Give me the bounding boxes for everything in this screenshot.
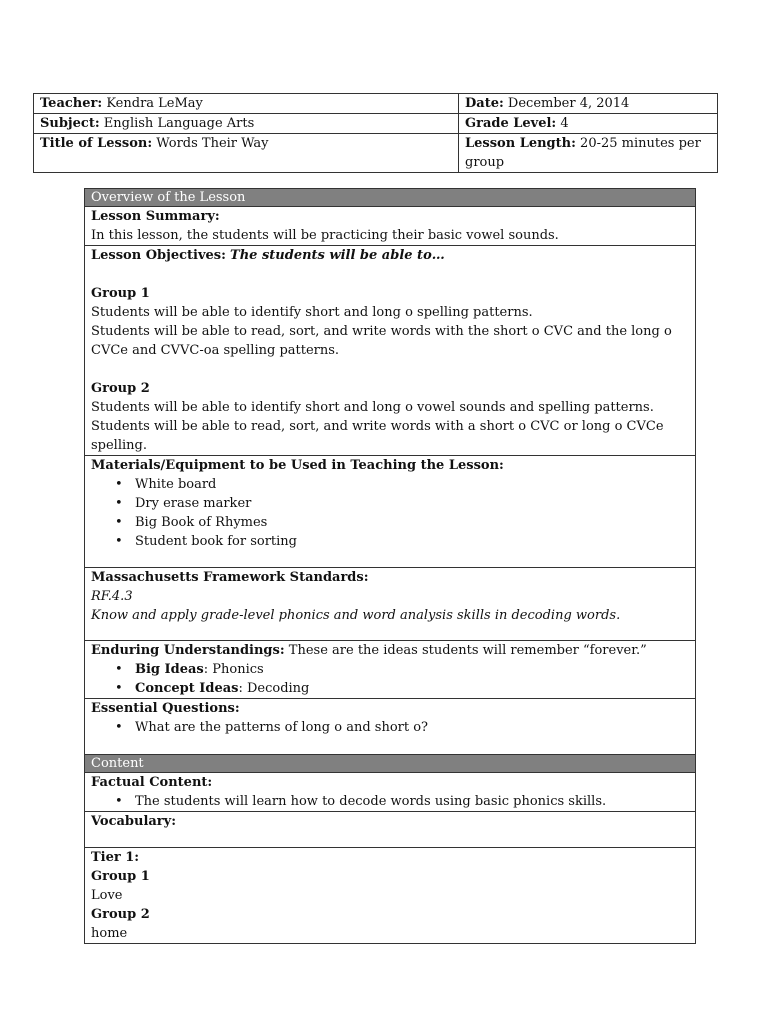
- teacher-cell: [34, 94, 459, 114]
- essential-list: [91, 718, 695, 737]
- length-label: Lesson Length:: [465, 136, 576, 151]
- objectives-cell: [85, 246, 696, 456]
- group2-objective-1: Students will be able to identify short and long o vowel sounds and spelling patterns.: [91, 400, 654, 415]
- group2-objective-2: Students will be able to read, sort, and write words with a short o CVC or long o CVCe spelling.: [91, 419, 664, 453]
- date-cell: [459, 94, 718, 114]
- list-item: [135, 679, 695, 698]
- title-label: Title of Lesson:: [40, 136, 153, 151]
- grade-label: Grade Level:: [465, 116, 557, 131]
- big-ideas-label: Big Ideas: [135, 662, 204, 677]
- group1-objective-1: Students will be able to identify short and long o spelling patterns.: [91, 305, 533, 320]
- objectives-row: [85, 246, 696, 456]
- tier1-label: Tier 1:: [91, 850, 140, 865]
- tier1-row: [85, 848, 696, 944]
- objectives-lead: The students will be able to…: [230, 248, 445, 263]
- tier1-group1-word: Love: [91, 888, 123, 903]
- standards-cell: [85, 568, 696, 641]
- factual-list: [91, 792, 695, 811]
- list-item: • Dry erase marker: [135, 494, 695, 513]
- overview-heading: Overview of the Lesson: [85, 189, 696, 207]
- enduring-text: These are the ideas students will remember “forever.”: [288, 643, 647, 658]
- subject-value: English Language Arts: [103, 116, 255, 131]
- teacher-name: Kendra LeMay: [106, 96, 203, 111]
- header-row-title: [34, 134, 718, 173]
- standards-row: [85, 568, 696, 641]
- overview-heading-row: [85, 189, 696, 207]
- list-item: • The students will learn how to decode words using basic phonics skills.: [135, 792, 695, 811]
- enduring-row: [85, 641, 696, 699]
- factual-cell: [85, 773, 696, 812]
- list-item: • Student book for sorting: [135, 532, 695, 551]
- factual-row: [85, 773, 696, 812]
- essential-row: [85, 699, 696, 755]
- subject-cell: [34, 114, 459, 134]
- concept-ideas-label: Concept Ideas: [135, 681, 239, 696]
- length-cell: [459, 134, 718, 173]
- length-value: 20-25 minutes per group: [465, 136, 701, 170]
- content-heading-row: [85, 755, 696, 773]
- list-item: • What are the patterns of long o and short o?: [135, 718, 695, 737]
- summary-row: [85, 207, 696, 246]
- vocabulary-label: Vocabulary:: [91, 814, 177, 829]
- summary-text: In this lesson, the students will be practicing their basic vowel sounds.: [91, 228, 559, 243]
- lesson-detail-table: [84, 188, 696, 944]
- standard-text: Know and apply grade-level phonics and word analysis skills in decoding words.: [91, 608, 621, 623]
- grade-value: 4: [560, 116, 569, 131]
- materials-label: Materials/Equipment to be Used in Teaching the Lesson:: [91, 458, 504, 473]
- header-row-teacher: [34, 94, 718, 114]
- tier1-group1-label: Group 1: [91, 869, 150, 884]
- grade-cell: [459, 114, 718, 134]
- big-ideas-value: : Phonics: [203, 662, 264, 677]
- summary-cell: [85, 207, 696, 246]
- standards-label: Massachusetts Framework Standards:: [91, 570, 369, 585]
- objectives-label: Lesson Objectives:: [91, 248, 226, 263]
- group2-objectives-label: Group 2: [91, 381, 150, 396]
- tier1-group2-label: Group 2: [91, 907, 150, 922]
- list-item: [135, 660, 695, 679]
- content-heading: Content: [85, 755, 696, 773]
- title-value: Words Their Way: [156, 136, 269, 151]
- enduring-label: Enduring Understandings:: [91, 643, 285, 658]
- materials-list: [91, 475, 695, 551]
- list-item: • White board: [135, 475, 695, 494]
- tier1-group2-word: home: [91, 926, 128, 941]
- standard-code: RF.4.3: [91, 589, 133, 604]
- tier1-cell: [85, 848, 696, 944]
- group1-objectives-label: Group 1: [91, 286, 150, 301]
- materials-row: [85, 456, 696, 568]
- date-value: December 4, 2014: [507, 96, 630, 111]
- title-cell: [34, 134, 459, 173]
- essential-cell: [85, 699, 696, 755]
- lesson-header-table: [33, 93, 718, 173]
- date-label: Date:: [465, 96, 504, 111]
- summary-label: Lesson Summary:: [91, 209, 220, 224]
- header-row-subject: [34, 114, 718, 134]
- materials-cell: [85, 456, 696, 568]
- concept-ideas-value: : Decoding: [238, 681, 310, 696]
- list-item: • Big Book of Rhymes: [135, 513, 695, 532]
- enduring-list: [91, 660, 695, 698]
- teacher-label: Teacher:: [40, 96, 103, 111]
- enduring-cell: [85, 641, 696, 699]
- vocabulary-cell: [85, 812, 696, 848]
- group1-objective-2: Students will be able to read, sort, and write words with the short o CVC and the long o CVCe and CVVC-oa spelling patterns.: [91, 324, 672, 358]
- essential-label: Essential Questions:: [91, 701, 240, 716]
- vocabulary-row: [85, 812, 696, 848]
- subject-label: Subject:: [40, 116, 100, 131]
- factual-label: Factual Content:: [91, 775, 213, 790]
